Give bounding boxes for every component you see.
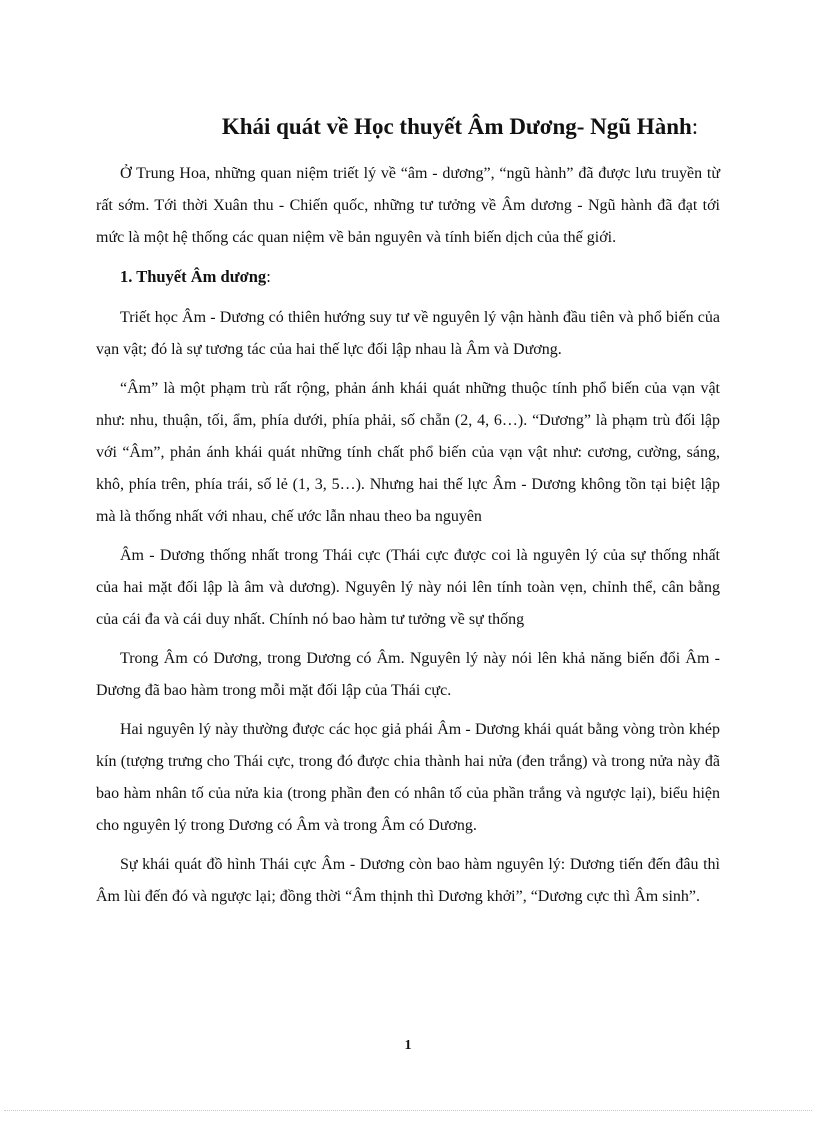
document-body	[96, 158, 720, 920]
section-paragraph: Âm - Dương thống nhất trong Thái cực (Thái cực được coi là nguyên lý của sự thống nhất của hai mặt đối lập là âm và dương). Nguyên lý này nói lên tính toàn vẹn, chỉnh thể, cân bằng của cái đa và cái duy nhất. Chính nó bao hàm tư tưởng về sự thống	[96, 547, 720, 628]
section-heading-text: 1. Thuyết Âm dương	[120, 267, 267, 286]
section-heading-colon: :	[266, 267, 271, 286]
page-bottom-border	[4, 1110, 812, 1112]
section-paragraph: “Âm” là một phạm trù rất rộng, phản ánh khái quát những thuộc tính phổ biến của vạn vật như: nhu, thuận, tối, ẩm, phía dưới, phía phải, số chẵn (2, 4, 6…). “Dương” là phạm trù đối lập với “Âm”, phản ánh khái quát những tính chất phổ biến của vạn vật như: cương, cường, sáng, khô, phía trên, phía trái, số lẻ (1, 3, 5…). Nhưng hai thế lực Âm - Dương không tồn tại biệt lập mà là thống nhất với nhau, chế ước lẫn nhau theo ba nguyên	[96, 380, 720, 525]
document-title-colon: :	[691, 114, 699, 139]
document-title-text: Khái quát về Học thuyết Âm Dương- Ngũ Hành	[221, 114, 692, 139]
section-paragraph: Sự khái quát đồ hình Thái cực Âm - Dương còn bao hàm nguyên lý: Dương tiến đến đâu thì Âm lùi đến đó và ngược lại; đồng thời “Âm thịnh thì Dương khởi”, “Dương cực thì Âm sinh”.	[96, 856, 720, 905]
page-number: 1	[404, 1038, 412, 1053]
section-paragraph: Triết học Âm - Dương có thiên hướng suy tư về nguyên lý vận hành đầu tiên và phổ biến của vạn vật; đó là sự tương tác của hai thế lực đối lập nhau là Âm và Dương.	[96, 309, 720, 358]
section-paragraph: Hai nguyên lý này thường được các học giả phái Âm - Dương khái quát bằng vòng tròn khép kín (tượng trưng cho Thái cực, trong đó được chia thành hai nửa (đen trắng) và trong nửa này đã bao hàm nhân tố của nửa kia (trong phần đen có nhân tố của phần trắng và ngược lại), biểu hiện cho nguyên lý trong Dương có Âm và trong Âm có Dương.	[96, 721, 720, 834]
document-title	[120, 113, 800, 141]
intro-paragraph: Ở Trung Hoa, những quan niệm triết lý về “âm - dương”, “ngũ hành” đã được lưu truyền từ rất sớm. Tới thời Xuân thu - Chiến quốc, những tư tưởng về Âm dương - Ngũ hành đã đạt tới mức là một hệ thống các quan niệm về bản nguyên và tính biến dịch của thế giới.	[96, 165, 720, 246]
section-paragraph: Trong Âm có Dương, trong Dương có Âm. Nguyên lý này nói lên khả năng biến đổi Âm - Dương đã bao hàm trong mỗi mặt đối lập của Thái cực.	[96, 650, 720, 699]
section-heading	[96, 261, 720, 293]
